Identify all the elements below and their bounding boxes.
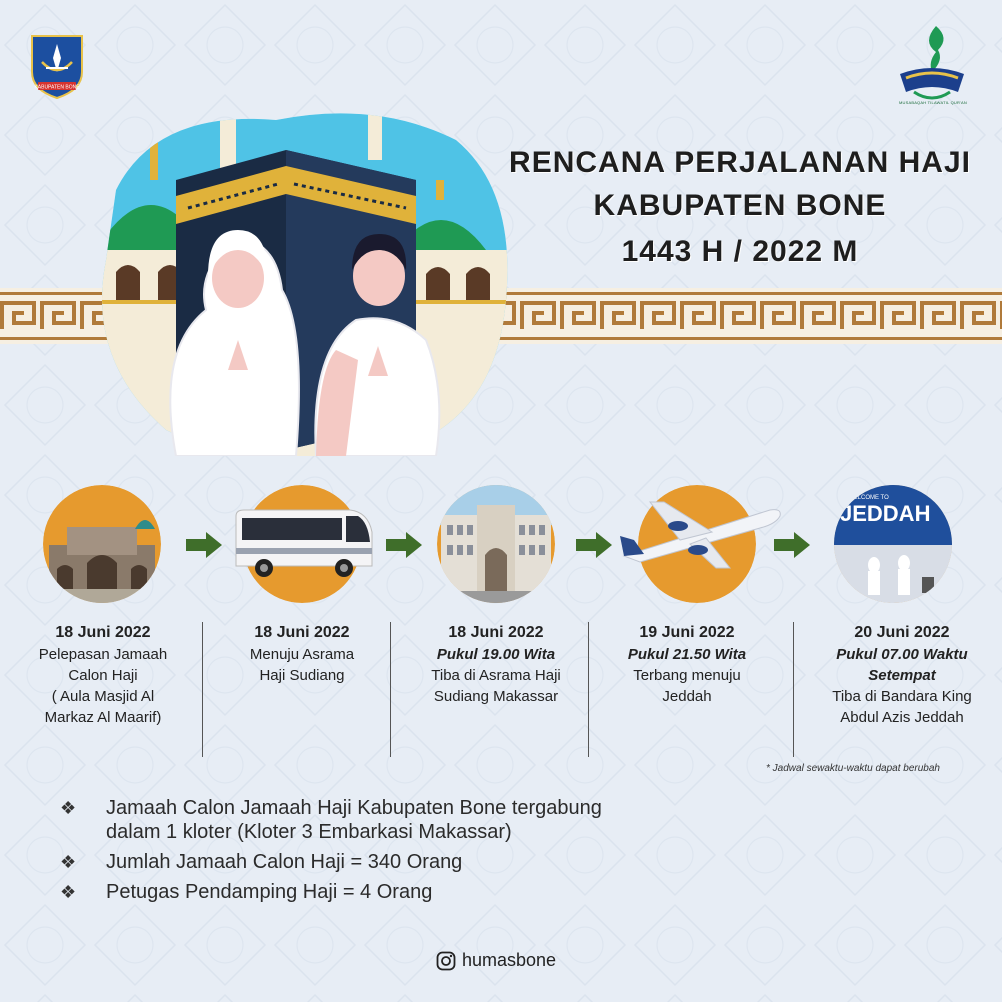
jeddah-sign-text: JEDDAH: [840, 501, 931, 526]
step-line: Tiba di Bandara King: [832, 688, 972, 705]
step-3-building-image: [437, 485, 555, 603]
bullet-diamond-icon: ❖: [60, 882, 77, 902]
divider: [588, 622, 589, 757]
page-title: RENCANA PERJALANAN HAJI: [509, 146, 971, 179]
step-line: Jeddah: [662, 688, 712, 705]
logo-right-caption: MUSABAQAH TILAWATIL QUR'AN: [898, 100, 968, 105]
page-subtitle-year: 1443 H / 2022 M: [621, 235, 859, 268]
airplane-icon: [620, 496, 784, 572]
step-3-text: [401, 622, 591, 707]
step-date: 20 Juni 2022: [854, 624, 950, 641]
list-item: [60, 880, 760, 904]
step-line: Haji Sudiang: [259, 667, 345, 684]
step-time: Pukul 19.00 Wita: [436, 646, 556, 663]
step-line: Pelepasan Jamaah: [38, 646, 168, 663]
schedule-note: * Jadwal sewaktu-waktu dapat berubah: [766, 763, 940, 774]
bus-icon: [232, 508, 378, 580]
step-date: 18 Juni 2022: [254, 624, 350, 641]
bullet-diamond-icon: ❖: [60, 798, 77, 818]
step-line: Sudiang Makassar: [433, 688, 559, 705]
step-5-jeddah-airport-image: [834, 485, 952, 603]
bullet-text: Petugas Pendamping Haji = 4 Orang: [106, 881, 433, 903]
logo-left-text: KABUPATEN BONE: [34, 84, 80, 91]
list-item: [60, 796, 760, 844]
info-bullet-list: [60, 796, 760, 910]
step-date: 19 Juni 2022: [639, 624, 735, 641]
divider: [202, 622, 203, 757]
arrow-icon: [386, 532, 422, 558]
bullet-text: Jumlah Jamaah Calon Haji = 340 Orang: [106, 851, 463, 873]
kabupaten-bone-logo: [28, 32, 86, 100]
step-4-text: [592, 622, 782, 707]
sign-small-text: WELCOME TO: [848, 495, 889, 501]
step-line: Markaz Al Maarif): [44, 709, 162, 726]
step-date: 18 Juni 2022: [55, 624, 151, 641]
arrow-icon: [576, 532, 612, 558]
divider: [390, 622, 391, 757]
step-5-text: [807, 622, 997, 728]
arrow-icon: [186, 532, 222, 558]
divider: [793, 622, 794, 757]
step-1-text: [8, 622, 198, 728]
list-item: [60, 850, 760, 874]
bullet-diamond-icon: ❖: [60, 852, 77, 872]
step-time: Pukul 21.50 Wita: [627, 646, 747, 663]
page-subtitle-region: KABUPATEN BONE: [593, 189, 887, 222]
step-time: Setempat: [868, 667, 936, 684]
step-line: Abdul Azis Jeddah: [840, 709, 964, 726]
step-line: ( Aula Masjid Al: [51, 688, 155, 705]
bullet-text: dalam 1 kloter (Kloter 3 Embarkasi Makassar): [106, 821, 512, 843]
instagram-handle: humasbone: [462, 950, 557, 970]
step-line: Tiba di Asrama Haji: [431, 667, 561, 684]
step-1-mosque-image: [43, 485, 161, 603]
step-line: Menuju Asrama: [249, 646, 355, 663]
instagram-icon: [436, 951, 456, 971]
bullet-text: Jamaah Calon Jamaah Haji Kabupaten Bone tergabung: [106, 797, 602, 819]
step-line: Terbang menuju: [633, 667, 741, 684]
step-date: 18 Juni 2022: [448, 624, 544, 641]
step-time: Pukul 07.00 Waktu: [836, 646, 968, 663]
title-block: [500, 142, 980, 276]
kaaba-pilgrims-illustration: [96, 100, 510, 456]
step-2-text: [207, 622, 397, 686]
arrow-icon: [774, 532, 810, 558]
logo-right-text: XXXII: [921, 75, 943, 84]
step-line: Calon Haji: [68, 667, 138, 684]
footer-social-handle[interactable]: [436, 950, 556, 971]
